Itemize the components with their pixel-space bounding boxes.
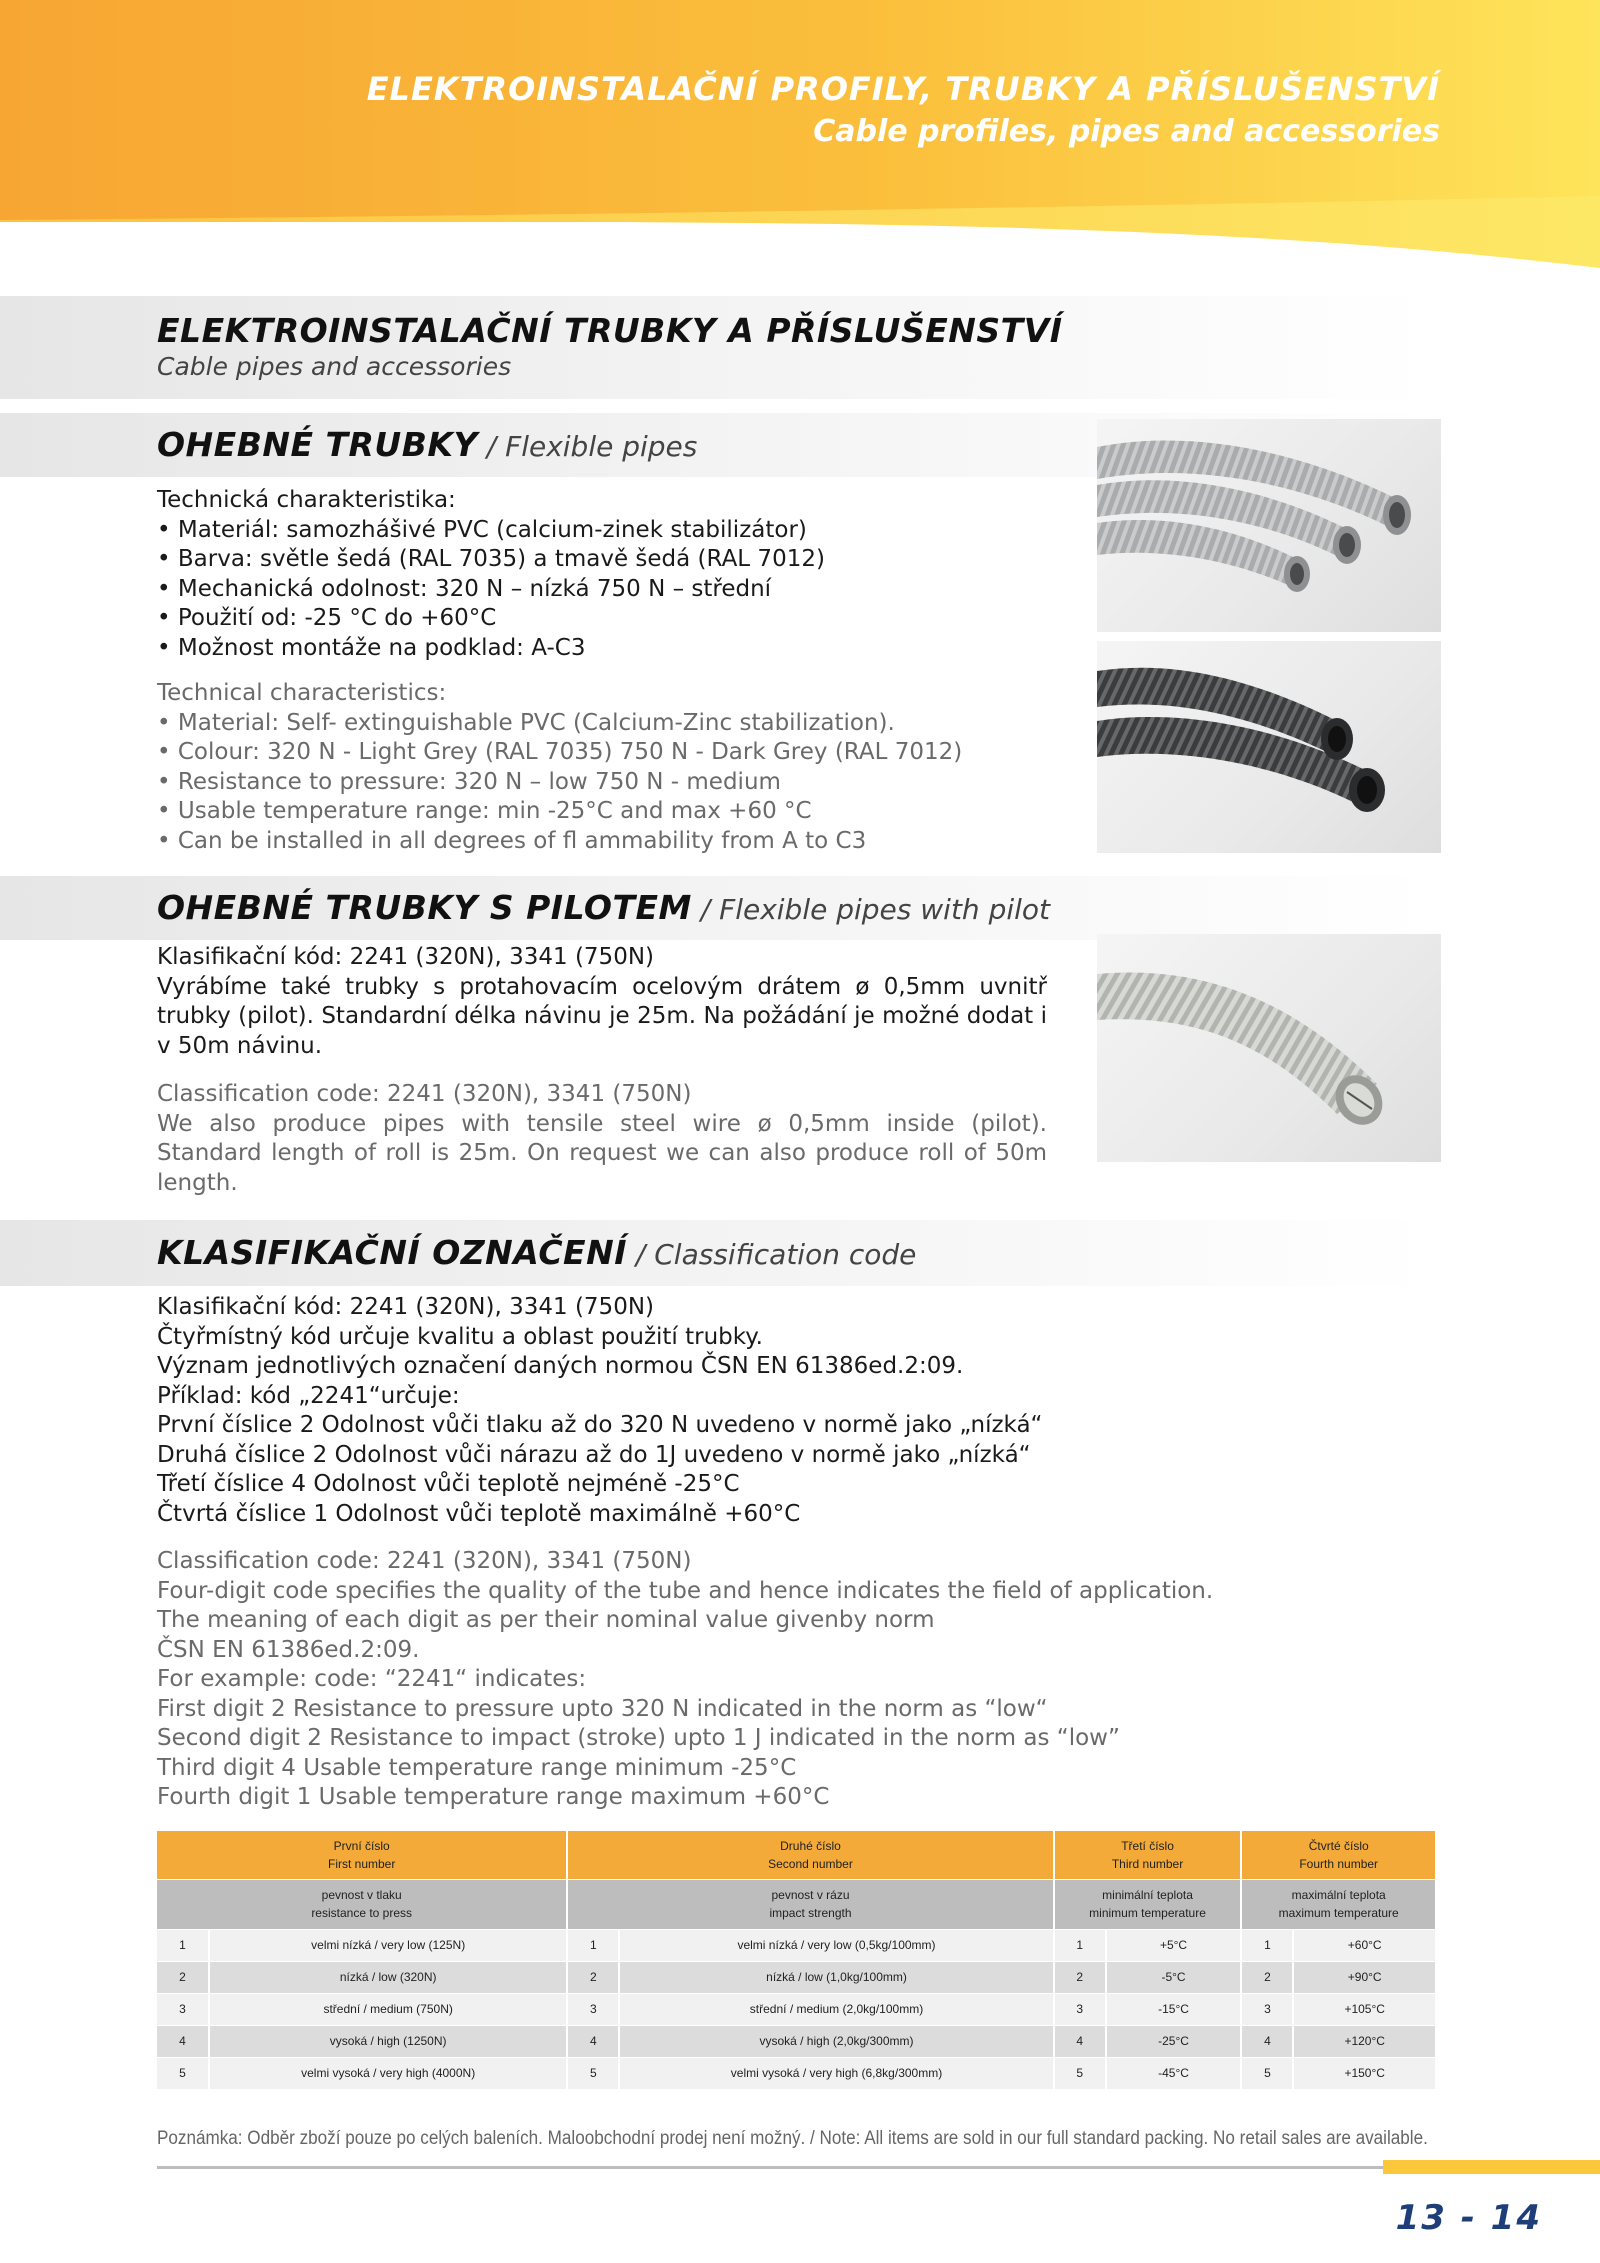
pilot-title-en: Flexible pipes with pilot (719, 893, 1051, 926)
text-line: Third digit 4 Usable temperature range minimum -25°C (157, 1754, 797, 1781)
header-en: First number (327, 1856, 396, 1871)
text-line: For example: code: “2241“ indicates: (157, 1666, 587, 1692)
table-cell: 4 (1054, 2025, 1106, 2057)
subheader-cz: pevnost v tlaku (321, 1888, 402, 1902)
footer-accent-bar (1383, 2160, 1600, 2174)
header-cz: Třetí číslo (1121, 1838, 1174, 1853)
subheader-cz: pevnost v rázu (771, 1888, 850, 1902)
heading-separator: / (477, 430, 506, 463)
text-line: • Barva: světle šedá (RAL 7035) a tmavě šedá (RAL 7012) (157, 546, 825, 572)
pilot-title-cz: OHEBNÉ TRUBKY S PILOTEM (157, 888, 692, 927)
table-header-cell (1054, 1831, 1242, 1879)
subheader-en: maximum temperature (1278, 1906, 1399, 1920)
pilot-text-cz (157, 943, 1047, 1061)
header-banner (0, 0, 1600, 270)
table-cell: velmi nízká / very low (125N) (209, 1929, 567, 1961)
text-line: • Materiál: samozhášivé PVC (calcium-zinek stabilizátor) (157, 516, 807, 543)
text-line: Technical characteristics: (157, 680, 447, 706)
classification-table (157, 1831, 1437, 2090)
dark-grey-pipes-photo (1097, 641, 1441, 853)
text-line: Čtvrtá číslice 1 Odolnost vůči teplotě maximálně +60°C (157, 1500, 801, 1527)
table-subheader-cell (1054, 1879, 1242, 1929)
table-cell: +105°C (1293, 1993, 1436, 2025)
pilot-heading (157, 888, 1050, 927)
table-row (157, 1961, 1436, 1993)
classification-heading (157, 1233, 916, 1272)
subheader-en: resistance to press (311, 1906, 413, 1920)
page-number: 13 - 14 (1395, 2198, 1542, 2238)
pilot-pipe-photo (1097, 934, 1441, 1162)
table-subheader-row (157, 1879, 1436, 1929)
table-cell: 4 (157, 2025, 209, 2057)
flexible-heading (157, 425, 697, 464)
text-line: Second digit 2 Resistance to impact (stroke) upto 1 J indicated in the norm as “low” (157, 1725, 1120, 1751)
header-subtitle: Cable profiles, pipes and accessories (813, 114, 1440, 149)
table-cell: velmi nízká / very low (0,5kg/100mm) (619, 1929, 1053, 1961)
table-cell: 1 (157, 1929, 209, 1961)
pilot-text-en (157, 1080, 1047, 1198)
table-cell: 1 (567, 1929, 619, 1961)
table-cell: +5°C (1106, 1929, 1242, 1961)
table-cell: 5 (567, 2057, 619, 2089)
text-line: Four-digit code specifies the quality of the tube and hence indicates the field of application. (157, 1577, 1214, 1604)
text-line: • Možnost montáže na podklad: A-C3 (157, 634, 586, 661)
table-cell: 3 (157, 1993, 209, 2025)
text-line: Třetí číslice 4 Odolnost vůči teplotě nejméně -25°C (157, 1471, 740, 1497)
table-header-cell (1241, 1831, 1436, 1879)
table-cell: -5°C (1106, 1961, 1242, 1993)
text-line: ČSN EN 61386ed.2:09. (157, 1636, 420, 1663)
table-cell: 2 (1054, 1961, 1106, 1993)
pipe-illustration (1097, 641, 1441, 853)
text-line: Fourth digit 1 Usable temperature range maximum +60°C (157, 1784, 830, 1810)
table-cell: střední / medium (2,0kg/100mm) (619, 1993, 1053, 2025)
text-line: • Resistance to pressure: 320 N – low 750 N - medium (157, 768, 781, 795)
pipe-illustration (1097, 419, 1441, 632)
text-line: Technická charakteristika: (157, 487, 456, 513)
text-line: • Can be installed in all degrees of fl ammability from A to C3 (157, 827, 867, 854)
main-subtitle: Cable pipes and accessories (157, 352, 512, 381)
text-line: • Mechanická odolnost: 320 N – nízká 750 N – střední (157, 575, 772, 602)
header-en: Third number (1111, 1856, 1184, 1871)
pipe-illustration (1097, 934, 1441, 1162)
table-cell: +60°C (1293, 1929, 1436, 1961)
classification-text-cz (157, 1293, 1042, 1529)
table-cell: 1 (1241, 1929, 1293, 1961)
classification-text-en (157, 1547, 1213, 1813)
table-cell: 5 (157, 2057, 209, 2089)
table-cell: 3 (1241, 1993, 1293, 2025)
table-row (157, 2057, 1436, 2089)
table-cell: 4 (567, 2025, 619, 2057)
table-cell: vysoká / high (1250N) (209, 2025, 567, 2057)
header-cz: Čtvrté číslo (1308, 1838, 1369, 1853)
subheader-en: impact strength (769, 1906, 852, 1920)
main-title: ELEKTROINSTALAČNÍ TRUBKY A PŘÍSLUŠENSTVÍ (157, 311, 1063, 350)
footnote: Poznámka: Odběr zboží pouze po celých baleních. Maloobchodní prodej není možný. / Note: All items are sold in our full standard packing. No retail sales are available. (157, 2128, 1428, 2149)
subheader-cz: minimální teplota (1102, 1888, 1193, 1902)
table-cell: +90°C (1293, 1961, 1436, 1993)
table-row (157, 1929, 1436, 1961)
table-cell: velmi vysoká / very high (4000N) (209, 2057, 567, 2089)
table-cell: velmi vysoká / very high (6,8kg/300mm) (619, 2057, 1053, 2089)
flexible-title-cz: OHEBNÉ TRUBKY (157, 425, 478, 464)
heading-separator: / (691, 893, 720, 926)
text-line: Čtyřmístný kód určuje kvalitu a oblast použití trubky. (157, 1323, 763, 1350)
text-line: Příklad: kód „2241“určuje: (157, 1382, 460, 1409)
table-subheader-cell (157, 1879, 567, 1929)
subheader-cz: maximální teplota (1291, 1888, 1386, 1902)
classification-title-cz: KLASIFIKAČNÍ OZNAČENÍ (157, 1233, 627, 1272)
header-en: Second number (768, 1856, 853, 1871)
table-cell: nízká / low (1,0kg/100mm) (619, 1961, 1053, 1993)
table-subheader-cell (567, 1879, 1053, 1929)
text-line: Classification code: 2241 (320N), 3341 (750N) (157, 1548, 692, 1574)
table-subheader-cell (1241, 1879, 1436, 1929)
table-cell: 5 (1054, 2057, 1106, 2089)
text-line: Klasifikační kód: 2241 (320N), 3341 (750N) (157, 944, 655, 970)
header-title: ELEKTROINSTALAČNÍ PROFILY, TRUBKY A PŘÍSLUŠENSTVÍ (366, 70, 1440, 108)
heading-separator: / (627, 1238, 655, 1271)
text-line: • Usable temperature range: min -25°C and max +60 °C (157, 798, 812, 824)
text-line: Význam jednotlivých označení daných normou ČSN EN 61386ed.2:09. (157, 1353, 964, 1379)
table-cell: -15°C (1106, 1993, 1242, 2025)
header-en: Fourth number (1299, 1856, 1379, 1871)
table-cell: -45°C (1106, 2057, 1242, 2089)
text-line: We also produce pipes with tensile steel wire ø 0,5mm inside (pilot). Standard length of roll is 25m. On request we can also produce roll of 50m length. (157, 1110, 1047, 1196)
table-header-row (157, 1831, 1436, 1879)
table-cell: -25°C (1106, 2025, 1242, 2057)
table-cell: 5 (1241, 2057, 1293, 2089)
table-cell: nízká / low (320N) (209, 1961, 567, 1993)
header-cz: První číslo (333, 1838, 390, 1853)
table-cell: 1 (1054, 1929, 1106, 1961)
footer-divider (157, 2166, 1383, 2169)
table-cell: 2 (1241, 1961, 1293, 1993)
flexible-title-en: Flexible pipes (505, 430, 698, 463)
table-cell: vysoká / high (2,0kg/300mm) (619, 2025, 1053, 2057)
table-cell: 3 (567, 1993, 619, 2025)
text-line: Druhá číslice 2 Odolnost vůči nárazu až do 1J uvedeno v normě jako „nízká“ (157, 1441, 1031, 1468)
table-cell: střední / medium (750N) (209, 1993, 567, 2025)
table-cell: 2 (567, 1961, 619, 1993)
table-row (157, 2025, 1436, 2057)
text-line: Vyrábíme také trubky s protahovacím ocelovým drátem ø 0,5mm uvnitř trubky (pilot). Standardní délka návinu je 25m. Na požádání je možné dodat i v 50m návinu. (157, 973, 1047, 1059)
text-line: The meaning of each digit as per their nominal value givenby norm (157, 1607, 935, 1633)
table-cell: 4 (1241, 2025, 1293, 2057)
table-cell: +120°C (1293, 2025, 1436, 2057)
table-header-cell (567, 1831, 1053, 1879)
text-line: • Colour: 320 N - Light Grey (RAL 7035) 750 N - Dark Grey (RAL 7012) (157, 739, 963, 765)
table-cell: +150°C (1293, 2057, 1436, 2089)
subheader-en: minimum temperature (1089, 1906, 1206, 1920)
table-cell: 3 (1054, 1993, 1106, 2025)
table-cell: 2 (157, 1961, 209, 1993)
light-grey-pipes-photo (1097, 419, 1441, 632)
text-line: Klasifikační kód: 2241 (320N), 3341 (750N) (157, 1294, 655, 1320)
text-line: First digit 2 Resistance to pressure upto 320 N indicated in the norm as “low“ (157, 1695, 1048, 1722)
flexible-text-cz (157, 486, 825, 663)
table-row (157, 1993, 1436, 2025)
text-line: Classification code: 2241 (320N), 3341 (750N) (157, 1081, 692, 1107)
table-header-cell (157, 1831, 567, 1879)
text-line: První číslice 2 Odolnost vůči tlaku až do 320 N uvedeno v normě jako „nízká“ (157, 1412, 1043, 1438)
text-line: • Material: Self- extinguishable PVC (Calcium-Zinc stabilization). (157, 709, 895, 736)
classification-title-en: Classification code (654, 1238, 917, 1271)
text-line: • Použití od: -25 °C do +60°C (157, 605, 497, 631)
header-cz: Druhé číslo (780, 1838, 841, 1853)
flexible-text-en (157, 679, 962, 856)
